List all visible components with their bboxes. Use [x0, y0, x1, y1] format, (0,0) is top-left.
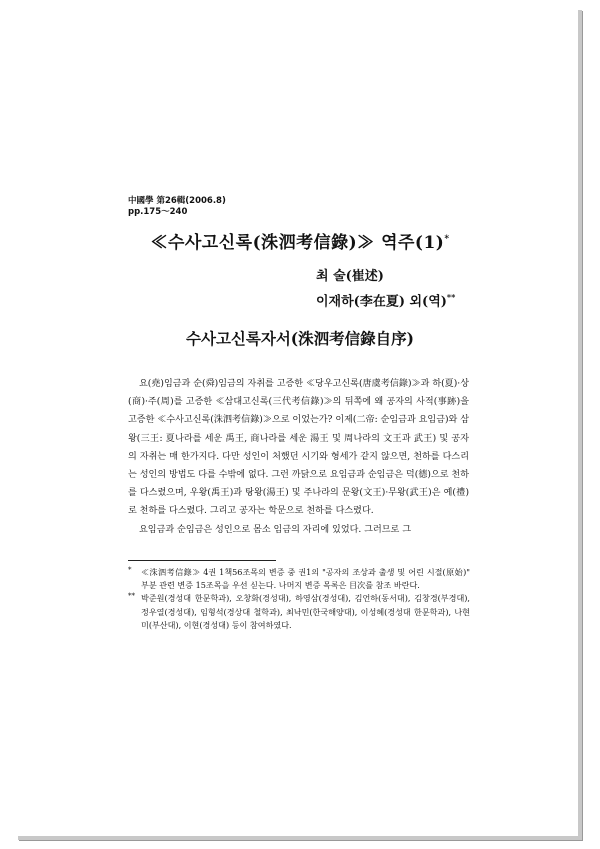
paper-title [0, 228, 600, 253]
paper-title-text: ≪수사고신록(洙泗考信錄)≫ 역주(1) [150, 233, 445, 253]
body-text [128, 375, 469, 539]
footnote-1-text: ≪洙泗考信錄≫ 4권 1책56조목의 변증 중 권1의 "공자의 조상과 출생 및 어린 시절(原始)" 부분 관련 변증 15조목을 우선 싣는다. 나머지 변증 목록은 目次를 참조 바란다. [141, 567, 470, 591]
journal-pages: pp.175～240 [128, 207, 188, 217]
footnote-divider [128, 560, 276, 561]
section-heading: 수사고신록자서(洙泗考信錄自序) [186, 329, 414, 348]
author-translators [316, 287, 455, 312]
footnote-1 [128, 566, 470, 592]
translator-names: 이재하(李在夏) 외(역) [316, 294, 447, 310]
author-block [316, 266, 455, 312]
footnotes [128, 566, 470, 632]
translator-footnote-mark: ** [446, 292, 456, 302]
body-paragraph-1: 요(堯)임금과 순(舜)임금의 자취를 고증한 ≪당우고신록(唐虞考信錄)≫과 하(夏)·상(商)·주(周)를 고증한 ≪삼대고신록(三代考信錄)≫의 뒤쪽에 왜 공자의 사적(事跡)을 고증한 ≪수사고신록(洙泗考信錄)≫으로 이었는가? 이제(二帝: 순임금과 요임금)와 삼왕(三王: 夏나라를 세운 禹王, 商나라를 세운 湯王 및 周나라의 文王과 武王) 및 공자의 자취는 매 한가지다. 다만 성인이 처했던 시기와 형세가 같지 않으면, 천하를 다스리는 성인의 방법도 다를 수밖에 없다. 그런 까닭으로 요임금과 순임금은 덕(德)으로 천하를 다스렸으며, 우왕(禹王)과 탕왕(湯王) 및 주나라의 문왕(文王)·무왕(武王)은 예(禮)로 천하를 다스렸다. 그리고 공자는 학문으로 천하를 다스렸다. [128, 379, 469, 517]
footnote-1-mark: * [128, 566, 132, 574]
body-paragraph-2: 요임금과 순임금은 성인으로 몸소 임금의 자리에 있었다. 그러므로 그 [139, 524, 411, 535]
author-original: 최 술(崔述) [316, 269, 384, 284]
footnote-2 [128, 592, 470, 632]
title-footnote-mark: * [444, 234, 450, 245]
journal-info [128, 196, 226, 218]
journal-volume: 中國學 第26輯(2006.8) [128, 196, 226, 206]
footnote-2-mark: ** [128, 592, 135, 601]
footnote-2-text: 박준원(경성대 한문학과), 오창화(경성대), 하영삼(경성대), 김언하(동서대), 김창경(부경대), 정우열(경성대), 임형석(경상대 철학과), 최낙민(한국해양대), 이성혜(경성대 한문학과), 나현미(부산대), 이현(경성대) 등이 참여하였다. [141, 593, 470, 630]
